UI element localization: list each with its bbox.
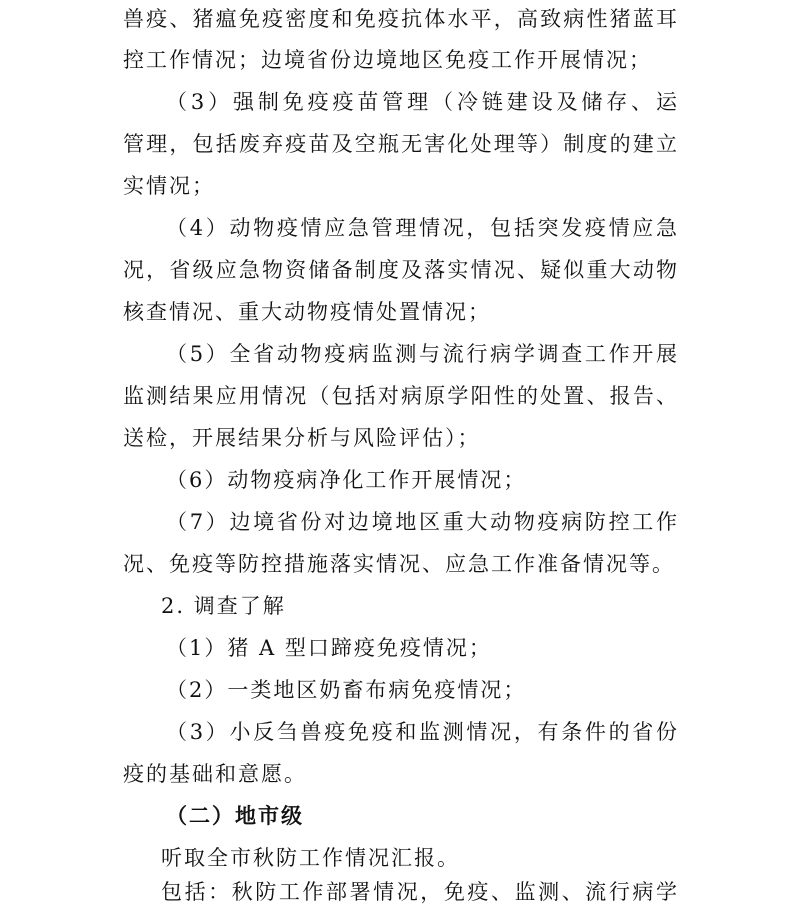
text-line-1: 兽疫、猪瘟免疫密度和免疫抗体水平，高致病性猪蓝耳 bbox=[123, 7, 679, 31]
text-line-21: 听取全市秋防工作情况汇报。 bbox=[161, 846, 460, 870]
text-line-9: （5）全省动物疫病监测与流行病学调查工作开展 bbox=[166, 342, 679, 366]
text-line-18: （3）小反刍兽疫免疫和监测情况，有条件的省份 bbox=[166, 720, 679, 744]
section-subheading-2: 2. 调查了解 bbox=[161, 594, 286, 618]
text-line-2: 控工作情况；边境省份边境地区免疫工作开展情况； bbox=[123, 48, 652, 72]
text-line-22: 包括：秋防工作部署情况，免疫、监测、流行病学 bbox=[161, 880, 679, 904]
text-line-16: （1）猪 A 型口蹄疫免疫情况； bbox=[166, 636, 492, 660]
text-line-3: （3）强制免疫疫苗管理（冷链建设及储存、运 bbox=[166, 90, 679, 114]
text-line-17: （2）一类地区奶畜布病免疫情况； bbox=[166, 678, 527, 702]
text-line-19: 疫的基础和意愿。 bbox=[123, 762, 307, 786]
text-line-14: 况、免疫等防控措施落实情况、应急工作准备情况等。 bbox=[123, 552, 675, 576]
text-line-12: （6）动物疫病净化工作开展情况； bbox=[166, 468, 527, 492]
text-line-4: 管理，包括废弃疫苗及空瓶无害化处理等）制度的建立 bbox=[123, 132, 679, 156]
text-line-13: （7）边境省份对边境地区重大动物疫病防控工作 bbox=[166, 510, 679, 534]
text-line-5: 实情况； bbox=[123, 174, 215, 198]
section-heading-city-level: （二）地市级 bbox=[166, 804, 304, 828]
text-line-8: 核查情况、重大动物疫情处置情况； bbox=[123, 300, 491, 324]
text-line-11: 送检，开展结果分析与风险评估）； bbox=[123, 426, 481, 450]
text-line-6: （4）动物疫情应急管理情况，包括突发疫情应急 bbox=[166, 216, 679, 240]
text-line-7: 况，省级应急物资储备制度及落实情况、疑似重大动物 bbox=[123, 258, 679, 282]
text-line-10: 监测结果应用情况（包括对病原学阳性的处置、报告、 bbox=[123, 384, 679, 408]
